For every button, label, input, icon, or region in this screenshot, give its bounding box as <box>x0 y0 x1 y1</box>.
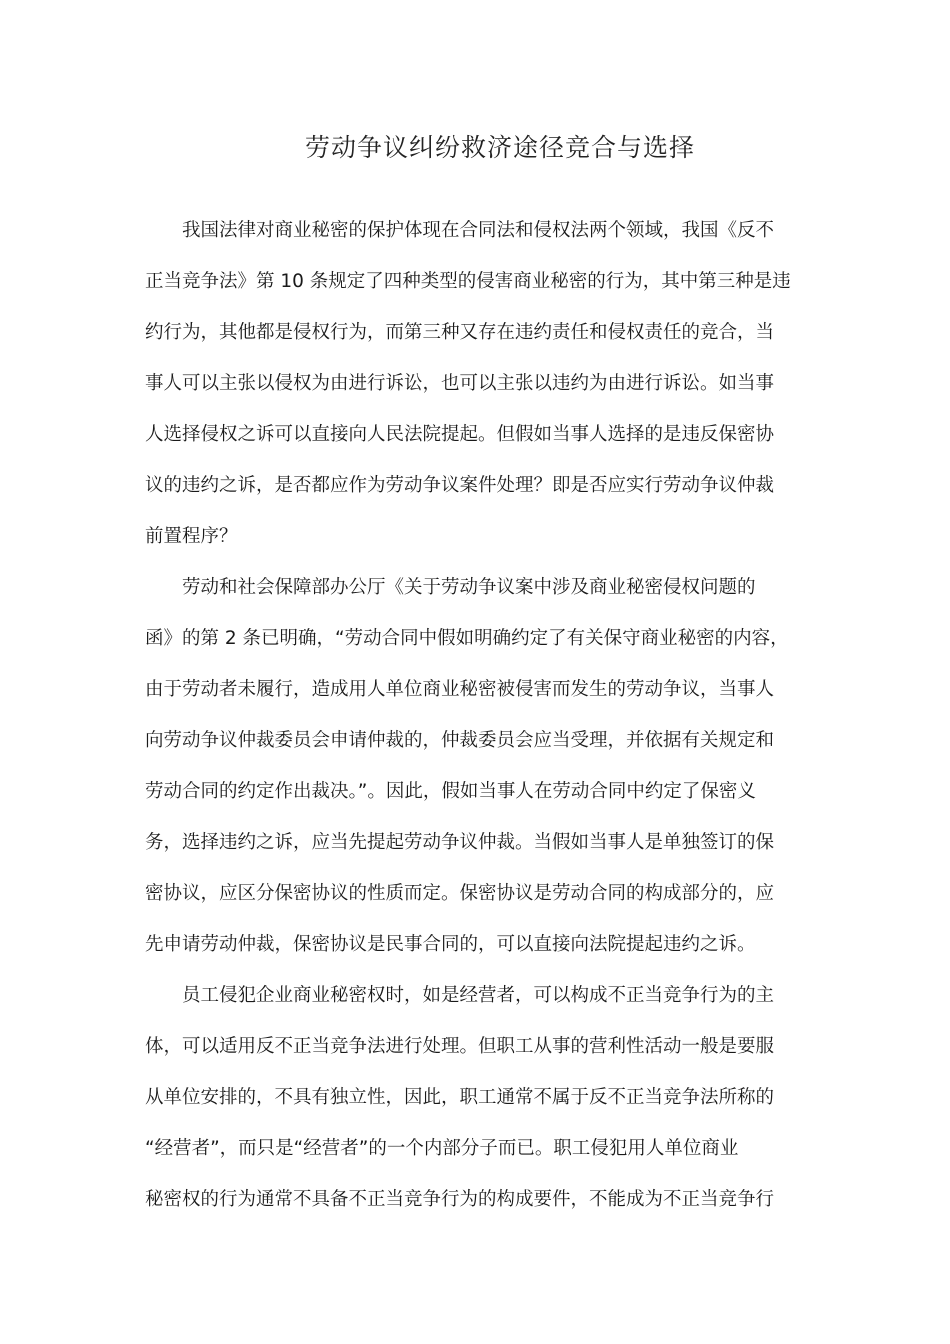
paragraph-line: 先申请劳动仲裁，保密协议是民事合同的，可以直接向法院提起违约之诉。 <box>145 934 756 955</box>
document-body <box>145 205 810 1225</box>
paragraph-line: 务，选择违约之诉，应当先提起劳动争议仲裁。当假如当事人是单独签订的保 <box>145 832 775 853</box>
paragraph-line: 向劳动争议仲裁委员会申请仲裁的，仲裁委员会应当受理，并依据有关规定和 <box>145 730 775 751</box>
paragraph-3 <box>145 970 810 1225</box>
paragraph-line: 人选择侵权之诉可以直接向人民法院提起。但假如当事人选择的是违反保密协 <box>145 424 775 445</box>
paragraph-line: 正当竞争法》第 10 条规定了四种类型的侵害商业秘密的行为，其中第三种是违 <box>145 271 791 292</box>
paragraph-line: 秘密权的行为通常不具备不正当竞争行为的构成要件，不能成为不正当竞争行 <box>145 1189 775 1210</box>
paragraph-line: 我国法律对商业秘密的保护体现在合同法和侵权法两个领域，我国《反不 <box>182 220 775 241</box>
paragraph-line: 前置程序？ <box>145 526 238 547</box>
paragraph-line: 议的违约之诉，是否都应作为劳动争议案件处理？即是否应实行劳动争议仲裁 <box>145 475 775 496</box>
document-title: 劳动争议纠纷救济途径竞合与选择 <box>304 133 695 162</box>
paragraph-line: 由于劳动者未履行，造成用人单位商业秘密被侵害而发生的劳动争议，当事人 <box>145 679 775 700</box>
paragraph-2 <box>145 562 810 970</box>
paragraph-line: 劳动和社会保障部办公厅《关于劳动争议案中涉及商业秘密侵权问题的 <box>182 577 756 598</box>
paragraph-line: 密协议，应区分保密协议的性质而定。保密协议是劳动合同的构成部分的，应 <box>145 883 775 904</box>
paragraph-line: 约行为，其他都是侵权行为，而第三种又存在违约责任和侵权责任的竞合，当 <box>145 322 775 343</box>
paragraph-line: 劳动合同的约定作出裁决。”。因此，假如当事人在劳动合同中约定了保密义 <box>145 781 756 802</box>
paragraph-line: 从单位安排的，不具有独立性，因此，职工通常不属于反不正当竞争法所称的 <box>145 1087 775 1108</box>
paragraph-line: 员工侵犯企业商业秘密权时，如是经营者，可以构成不正当竞争行为的主 <box>182 985 775 1006</box>
paragraph-1 <box>145 205 810 562</box>
paragraph-line: 函》的第 2 条已明确，“劳动合同中假如明确约定了有关保守商业秘密的内容， <box>145 628 789 649</box>
paragraph-line: 体，可以适用反不正当竞争法进行处理。但职工从事的营利性活动一般是要服 <box>145 1036 775 1057</box>
paragraph-line: “经营者”，而只是“经营者”的一个内部分子而已。职工侵犯用人单位商业 <box>145 1138 739 1159</box>
paragraph-line: 事人可以主张以侵权为由进行诉讼，也可以主张以违约为由进行诉讼。如当事 <box>145 373 775 394</box>
